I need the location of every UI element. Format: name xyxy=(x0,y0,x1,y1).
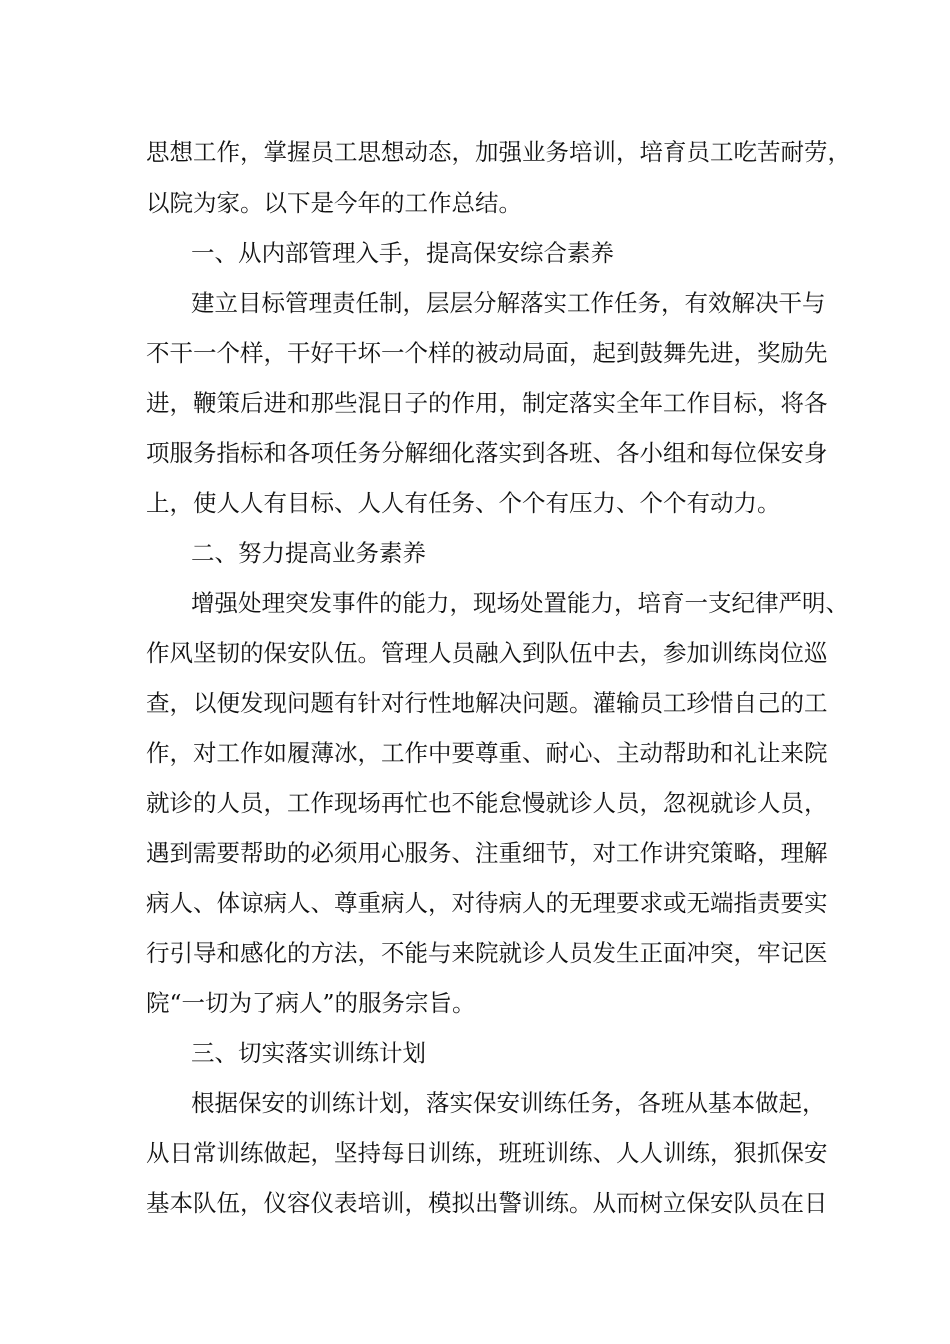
paragraph-line: 不干一个样，干好干坏一个样的被动局面，起到鼓舞先进，奖励先 xyxy=(146,339,828,367)
paragraph-line: 建立目标管理责任制，层层分解落实工作任务，有效解决干与 xyxy=(191,289,826,317)
paragraph-line: 病人、体谅病人、尊重病人，对待病人的无理要求或无端指责要实 xyxy=(146,889,828,917)
section-heading-1: 一、从内部管理入手，提高保安综合素养 xyxy=(191,239,614,267)
paragraph-line: 院“一切为了病人”的服务宗旨。 xyxy=(146,989,476,1017)
paragraph-line: 从日常训练做起，坚持每日训练，班班训练、人人训练，狠抓保安 xyxy=(146,1139,828,1167)
paragraph-line: 行引导和感化的方法，不能与来院就诊人员发生正面冲突，牢记医 xyxy=(146,939,828,967)
paragraph-line: 上，使人人有目标、人人有任务、个个有压力、个个有动力。 xyxy=(146,489,781,517)
paragraph-line: 作风坚韧的保安队伍。管理人员融入到队伍中去，参加训练岗位巡 xyxy=(146,639,828,667)
paragraph-line: 增强处理突发事件的能力，现场处置能力，培育一支纪律严明、 xyxy=(191,589,849,617)
paragraph-line: 思想工作，掌握员工思想动态，加强业务培训，培育员工吃苦耐劳， xyxy=(146,138,851,166)
paragraph-line: 遇到需要帮助的必须用心服务、注重细节，对工作讲究策略，理解 xyxy=(146,839,828,867)
section-heading-2: 二、努力提高业务素养 xyxy=(191,539,426,567)
section-heading-3: 三、切实落实训练计划 xyxy=(191,1039,426,1067)
paragraph-line: 项服务指标和各项任务分解细化落实到各班、各小组和每位保安身 xyxy=(146,439,828,467)
paragraph-line: 基本队伍，仪容仪表培训，模拟出警训练。从而树立保安队员在日 xyxy=(146,1189,828,1217)
paragraph-line: 进，鞭策后进和那些混日子的作用，制定落实全年工作目标，将各 xyxy=(146,389,828,417)
paragraph-line: 以院为家。以下是今年的工作总结。 xyxy=(146,189,522,217)
paragraph-line: 根据保安的训练计划，落实保安训练任务，各班从基本做起， xyxy=(191,1089,826,1117)
paragraph-line: 就诊的人员，工作现场再忙也不能怠慢就诊人员，忽视就诊人员， xyxy=(146,789,828,817)
paragraph-line: 作，对工作如履薄冰，工作中要尊重、耐心、主动帮助和礼让来院 xyxy=(146,739,828,767)
paragraph-line: 查，以便发现问题有针对行性地解决问题。灌输员工珍惜自己的工 xyxy=(146,689,828,717)
